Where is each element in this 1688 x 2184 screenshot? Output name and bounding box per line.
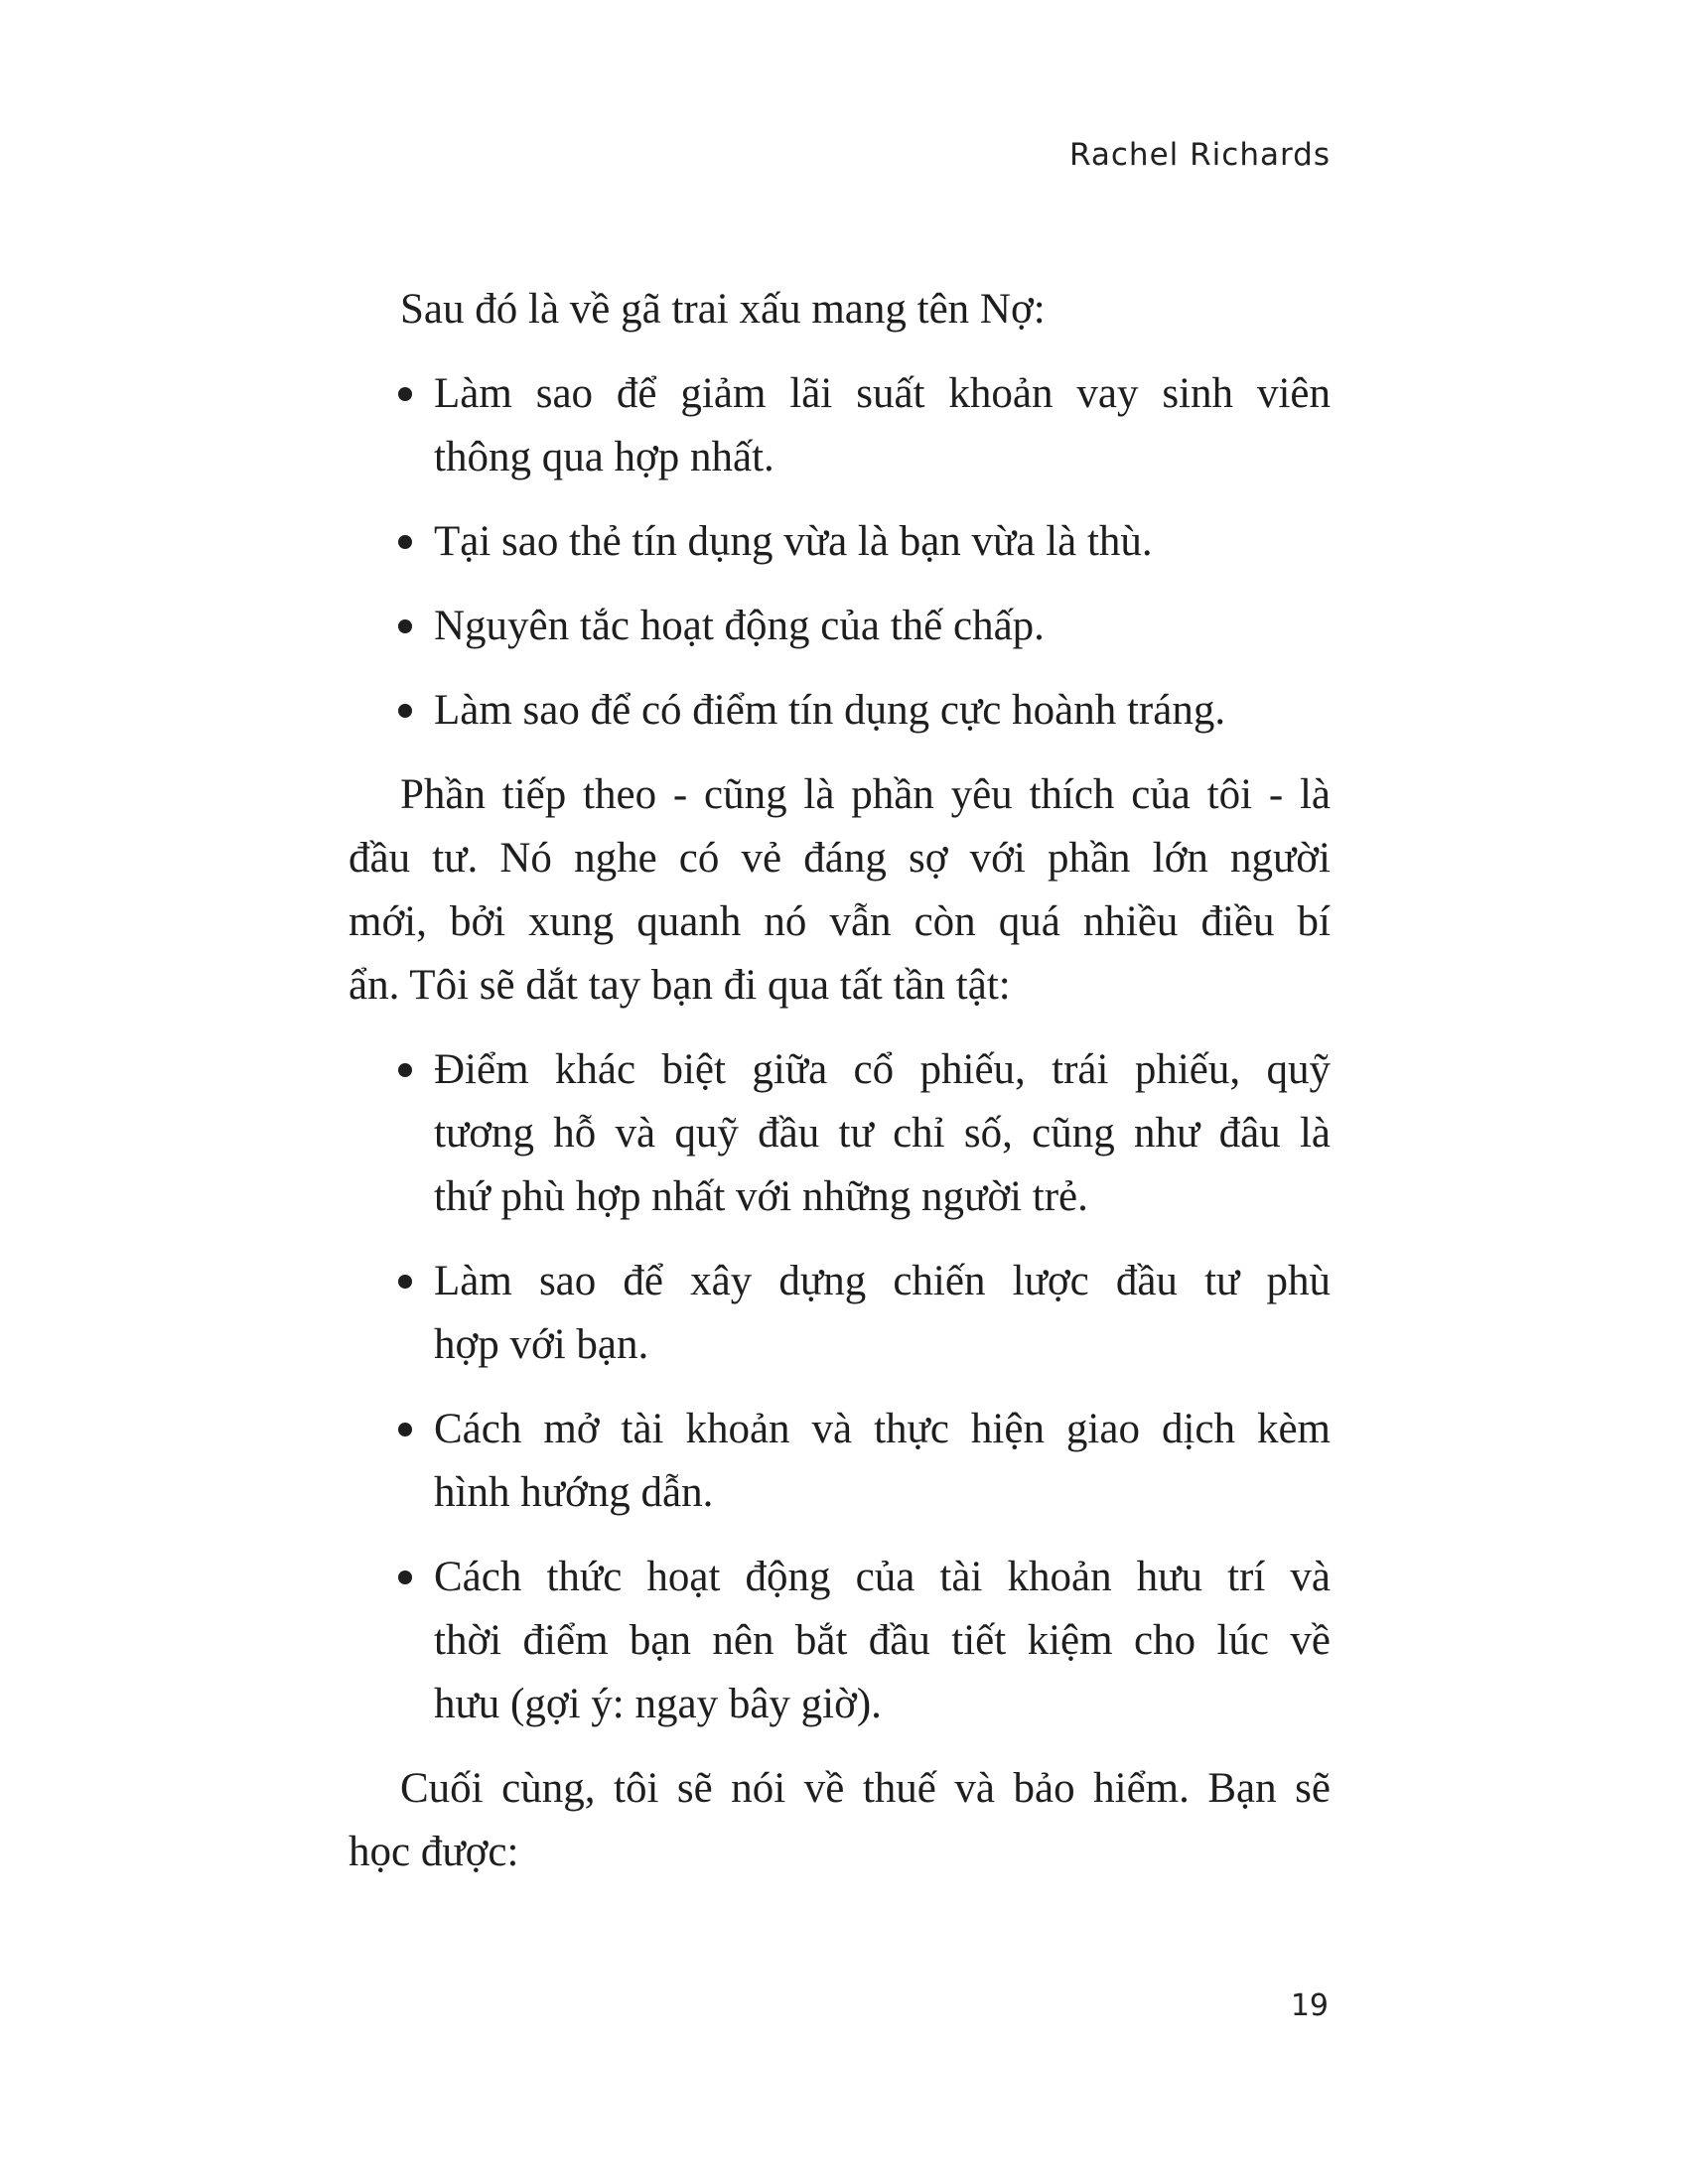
bullet-icon xyxy=(398,704,412,718)
text-line: hợp với bạn. xyxy=(434,1321,649,1368)
paragraph xyxy=(349,1757,1331,1884)
bullet-icon xyxy=(398,1423,412,1436)
text-line: thời điểm bạn nên bắt đầu tiết kiệm cho lúc về xyxy=(434,1617,1331,1664)
paragraph xyxy=(349,763,1331,1018)
bullet-icon xyxy=(398,1063,412,1077)
bullet-icon xyxy=(398,1570,412,1584)
bullet-icon xyxy=(398,619,412,633)
text-line: Phần tiếp theo - cũng là phần yêu thích của tôi - là xyxy=(400,771,1331,818)
paragraph xyxy=(349,278,1331,341)
text-line: thứ phù hợp nhất với những người trẻ. xyxy=(434,1173,1088,1220)
text-line: Làm sao để có điểm tín dụng cực hoành tráng. xyxy=(434,687,1226,734)
bullet-icon xyxy=(398,535,412,549)
bullet-item xyxy=(349,362,1331,489)
text-line: Điểm khác biệt giữa cổ phiếu, trái phiếu, quỹ xyxy=(434,1046,1331,1093)
text-line: Làm sao để xây dựng chiến lược đầu tư phù xyxy=(434,1258,1331,1304)
text-line: hưu (gợi ý: ngay bây giờ). xyxy=(434,1681,882,1727)
text-line: đầu tư. Nó nghe có vẻ đáng sợ với phần lớn người xyxy=(349,835,1331,882)
page-number: 19 xyxy=(1290,1988,1329,2023)
running-head-author: Rachel Richards xyxy=(1069,137,1331,173)
text-line: tương hỗ và quỹ đầu tư chỉ số, cũng như đâu là xyxy=(434,1110,1331,1157)
text-line: học được: xyxy=(349,1829,519,1875)
bullet-item xyxy=(349,1038,1331,1229)
text-line: Sau đó là về gã trai xấu mang tên Nợ: xyxy=(400,286,1046,333)
page-body xyxy=(349,278,1331,1905)
text-line: mới, bởi xung quanh nó vẫn còn quá nhiều điều bí xyxy=(349,898,1331,945)
text-line: Cách mở tài khoản và thực hiện giao dịch kèm xyxy=(434,1406,1331,1452)
text-line: thông qua hợp nhất. xyxy=(434,434,774,480)
text-line: hình hướng dẫn. xyxy=(434,1469,714,1516)
bullet-item xyxy=(349,1546,1331,1736)
bullet-icon xyxy=(398,1275,412,1289)
bullet-item xyxy=(349,679,1331,743)
bullet-item xyxy=(349,510,1331,574)
text-line: Cách thức hoạt động của tài khoản hưu trí và xyxy=(434,1554,1331,1600)
bullet-item xyxy=(349,1250,1331,1377)
text-line: ẩn. Tôi sẽ dắt tay bạn đi qua tất tần tật: xyxy=(349,962,1011,1009)
bullet-item xyxy=(349,595,1331,658)
bullet-icon xyxy=(398,387,412,401)
text-line: Tại sao thẻ tín dụng vừa là bạn vừa là thù. xyxy=(434,518,1153,565)
text-line: Nguyên tắc hoạt động của thế chấp. xyxy=(434,603,1045,649)
text-line: Cuối cùng, tôi sẽ nói về thuế và bảo hiểm. Bạn sẽ xyxy=(400,1765,1331,1812)
text-line: Làm sao để giảm lãi suất khoản vay sinh viên xyxy=(434,370,1331,417)
bullet-item xyxy=(349,1398,1331,1525)
